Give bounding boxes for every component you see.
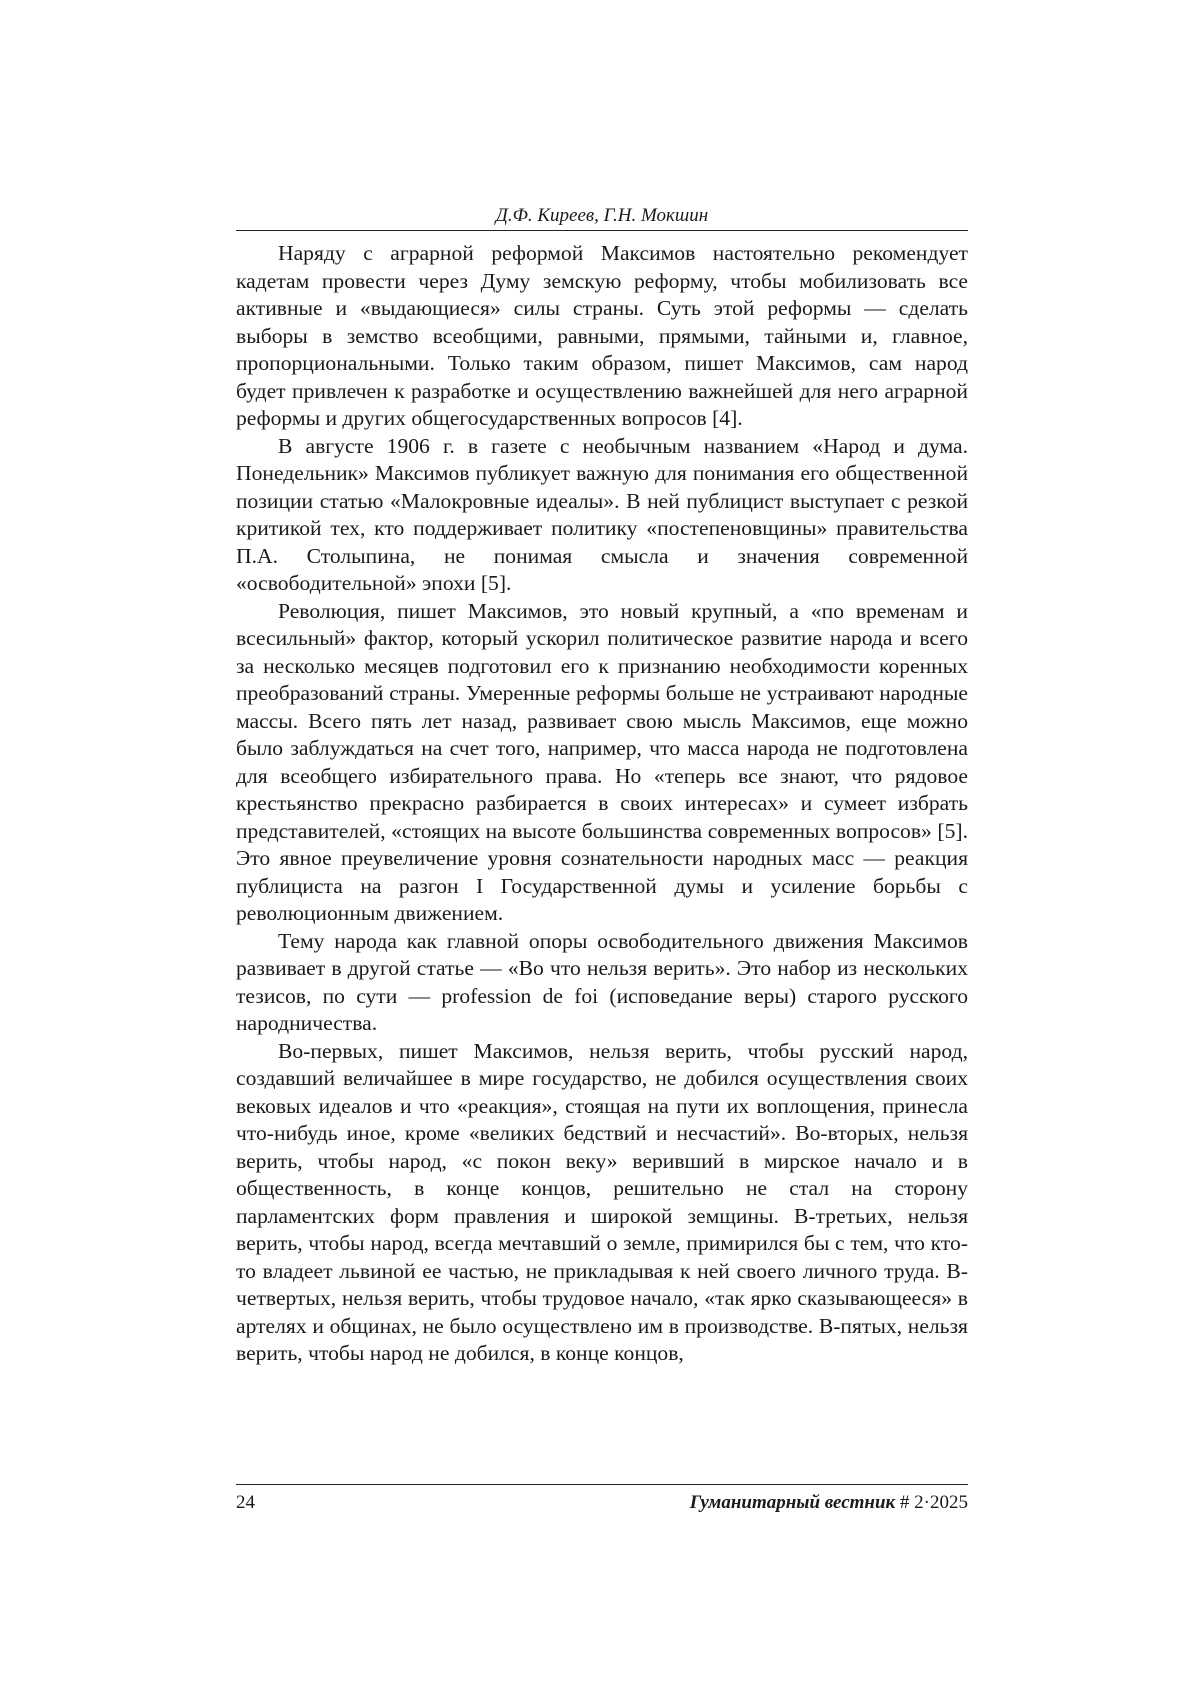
journal-info <box>690 1491 968 1515</box>
paragraph-1: Наряду с аграрной реформой Максимов настоятельно рекомендует кадетам провести через Думу земскую реформу, чтобы мобилизовать все активные и «выдающиеся» силы страны. Суть этой реформы — сделать выборы в земство всеобщими, равными, прямыми, тайными и, главное, пропорциональными. Только таким образом, пишет Максимов, сам народ будет привлечен к разработке и осуществлению важнейшей для него аграрной реформы и других общегосударственных вопросов [4]. <box>236 241 968 430</box>
page-number: 24 <box>236 1492 255 1513</box>
journal-title: Гуманитарный вестник <box>689 1492 896 1513</box>
paragraph-5: Во-первых, пишет Максимов, нельзя верить, чтобы русский народ, создавший величайшее в мире государство, не добился осуществления своих вековых идеалов и что «реакция», стоящая на пути их воплощения, принесла что-нибудь иное, кроме «великих бедствий и несчастий». Во-вторых, нельзя верить, чтобы народ, «с покон веку» веривший в мирское начало и в общественность, в конце концов, решительно не стал на сторону парламентских форм правления и широкой земщины. В-третьих, нельзя верить, чтобы народ, всегда мечтавший о земле, примирился бы с тем, что кто-то владеет львиной ее частью, не прикладывая к ней своего личного труда. В-четвертых, нельзя верить, чтобы трудовое начало, «так ярко сказывающееся» в артелях и общинах, не было осуществлено им в производстве. В-пятых, нельзя верить, чтобы народ не добился, в конце концов, <box>236 1038 968 1365</box>
page-footer <box>236 1484 968 1515</box>
paragraph-2: В августе 1906 г. в газете с необычным названием «Народ и дума. Понедельник» Максимов публикует важную для понимания его общественной позиции статью «Малокровные идеалы». В ней публицист выступает с резкой критикой тех, кто поддерживает политику «постепеновщины» правительства П.А. Столыпина, не понимая смысла и значения современной «освободительной» эпохи [5]. <box>236 433 968 595</box>
paragraph-4: Тему народа как главной опоры освободительного движения Максимов развивает в другой статье — «Во что нельзя верить». Это набор из нескольких тезисов, по сути — profession de foi (исповедание веры) старого русского народничества. <box>236 928 968 1035</box>
paragraph-3: Революция, пишет Максимов, это новый крупный, а «по временам и всесильный» фактор, который ускорил политическое развитие народа и всего за несколько месяцев подготовил его к признанию необходимости коренных преобразований страны. Умеренные реформы больше не устраивают народные массы. Всего пять лет назад, развивает свою мысль Максимов, еще можно было заблуждаться на счет того, например, что масса народа не подготовлена для всеобщего избирательного права. Но «теперь все знают, что рядовое крестьянство прекрасно разбирается в своих интересах» и сумеет избрать представителей, «стоящих на высоте большинства современных вопросов» [5]. Это явное преувеличение уровня сознательности народных масс — реакция публициста на разгон I Государственной думы и усиление борьбы с революционным движением. <box>236 598 968 925</box>
page-content <box>236 204 968 1368</box>
body-text <box>236 240 968 1368</box>
running-head-authors: Д.Ф. Киреев, Г.Н. Мокшин <box>236 204 968 231</box>
issue-number: # 2·2025 <box>899 1492 968 1513</box>
